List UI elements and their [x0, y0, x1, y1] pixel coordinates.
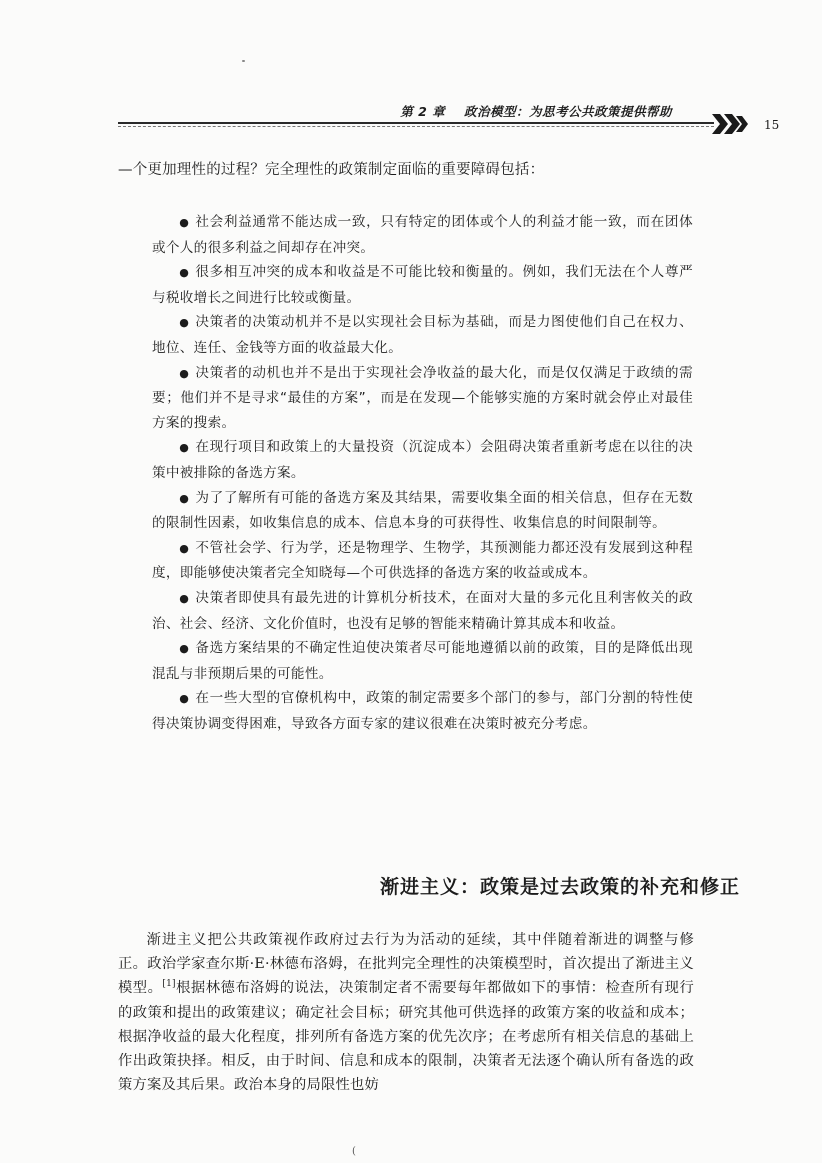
obstacle-list — [152, 210, 693, 736]
section-heading: 渐进主义：政策是过去政策的补充和修正 — [379, 876, 740, 898]
list-item-text: 在一些大型的官僚机构中，政策的制定需要多个部门的参与，部门分割的特性使得决策协调变得困难，导致各方面专家的建议很难在决策时被充分考虑。 — [152, 690, 693, 732]
bullet-icon: ● — [179, 366, 190, 380]
list-item-text: 决策者的动机也并不是出于实现社会净收益的最大化，而是仅仅满足于政绩的需要；他们并不是寻求“最佳的方案”，而是在发现—个能够实施的方案时就会停止对最佳方案的搜索。 — [152, 364, 693, 431]
list-item — [152, 636, 693, 686]
list-item — [152, 361, 693, 436]
list-item-text: 为了了解所有可能的备选方案及其结果，需要收集全面的相关信息，但存在无数的限制性因素，如收集信息的成本、信息本身的可获得性、收集信息的时间限制等。 — [152, 489, 693, 532]
footer-mark: ( — [352, 1146, 356, 1157]
header-rule-thin — [118, 126, 714, 127]
list-item — [152, 536, 693, 586]
bullet-icon: ● — [179, 692, 190, 706]
bullet-icon: ● — [179, 441, 190, 455]
bullet-icon: ● — [179, 316, 190, 330]
bullet-icon: ● — [179, 216, 190, 229]
list-item-text: 在现行项目和政策上的大量投资（沉淀成本）会阻碍决策者重新考虑在以往的决策中被排除的备选方案。 — [152, 439, 693, 481]
bullet-icon: ● — [179, 541, 190, 555]
bullet-icon: ● — [179, 266, 190, 280]
paragraph-text-start: 渐进主义把公共政策视作政府过去行为为活动的延续，其中伴随着渐进的调整与修正。政治学家查尔斯·E·林德布洛姆，在批判完全理性的决策模型时，首次提出了渐进主义模型。 — [118, 932, 694, 997]
list-item — [152, 310, 693, 360]
header-text — [400, 102, 672, 120]
header-rule — [118, 122, 714, 124]
citation-ref: [1] — [162, 979, 176, 990]
bullet-icon: ● — [179, 591, 190, 605]
header-chapter: 第 2 章 — [400, 104, 446, 119]
list-item-text: 决策者即使具有最先进的计算机分析技术，在面对大量的多元化且利害攸关的政治、社会、经济、文化价值时，也没有足够的智能来精确计算其成本和收益。 — [152, 589, 693, 632]
list-item-text: 不管社会学、行为学，还是物理学、生物学，其预测能力都还没有发展到这种程度，即能够使决策者完全知晓每—个可供选择的备选方案的收益或成本。 — [152, 539, 693, 582]
double-chevron-icon — [712, 110, 748, 138]
bullet-icon: ● — [179, 642, 190, 656]
header-title: 政治模型：为思考公共政策提供帮助 — [463, 104, 672, 119]
list-item — [152, 260, 693, 310]
bullet-icon: ● — [179, 491, 190, 505]
list-item — [152, 210, 693, 260]
list-item — [152, 486, 693, 536]
page-number: 15 — [764, 118, 780, 132]
intro-line: —个更加理性的过程？完全理性的政策制定面临的重要障碍包括： — [118, 162, 545, 178]
running-header — [118, 102, 782, 142]
list-item-text: 决策者的决策动机并不是以实现社会目标为基础，而是力图使他们自己在权力、地位、连任、金钱等方面的收益最大化。 — [152, 314, 693, 356]
scan-speck — [242, 60, 245, 62]
list-item — [152, 435, 693, 485]
list-item-text: 备选方案结果的不确定性迫使决策者尽可能地遵循以前的政策，目的是降低出现混乱与非预期后果的可能性。 — [152, 640, 693, 682]
list-item-text: 很多相互冲突的成本和收益是不可能比较和衡量的。例如，我们无法在个人尊严与税收增长之间进行比较或衡量。 — [152, 264, 693, 306]
body-paragraph — [118, 928, 694, 1097]
list-item — [152, 586, 693, 636]
list-item-text: 社会利益通常不能达成一致，只有特定的团体或个人的利益才能一致，而在团体或个人的很多利益之间却存在冲突。 — [152, 214, 693, 256]
paragraph-text-end: 根据林德布洛姆的说法，决策制定者不需要每年都做如下的事情：检查所有现行的政策和提出的政策建议；确定社会目标；研究其他可供选择的政策方案的收益和成本；根据净收益的最大化程度，排列所有备选方案的优先次序；在考虑所有相关信息的基础上作出政策抉择。相反，由于时间、信息和成本的限制，决策者无法逐个确认所有备选的政策方案及其后果。政治本身的局限性也妨 — [118, 980, 694, 1094]
list-item — [152, 686, 693, 736]
